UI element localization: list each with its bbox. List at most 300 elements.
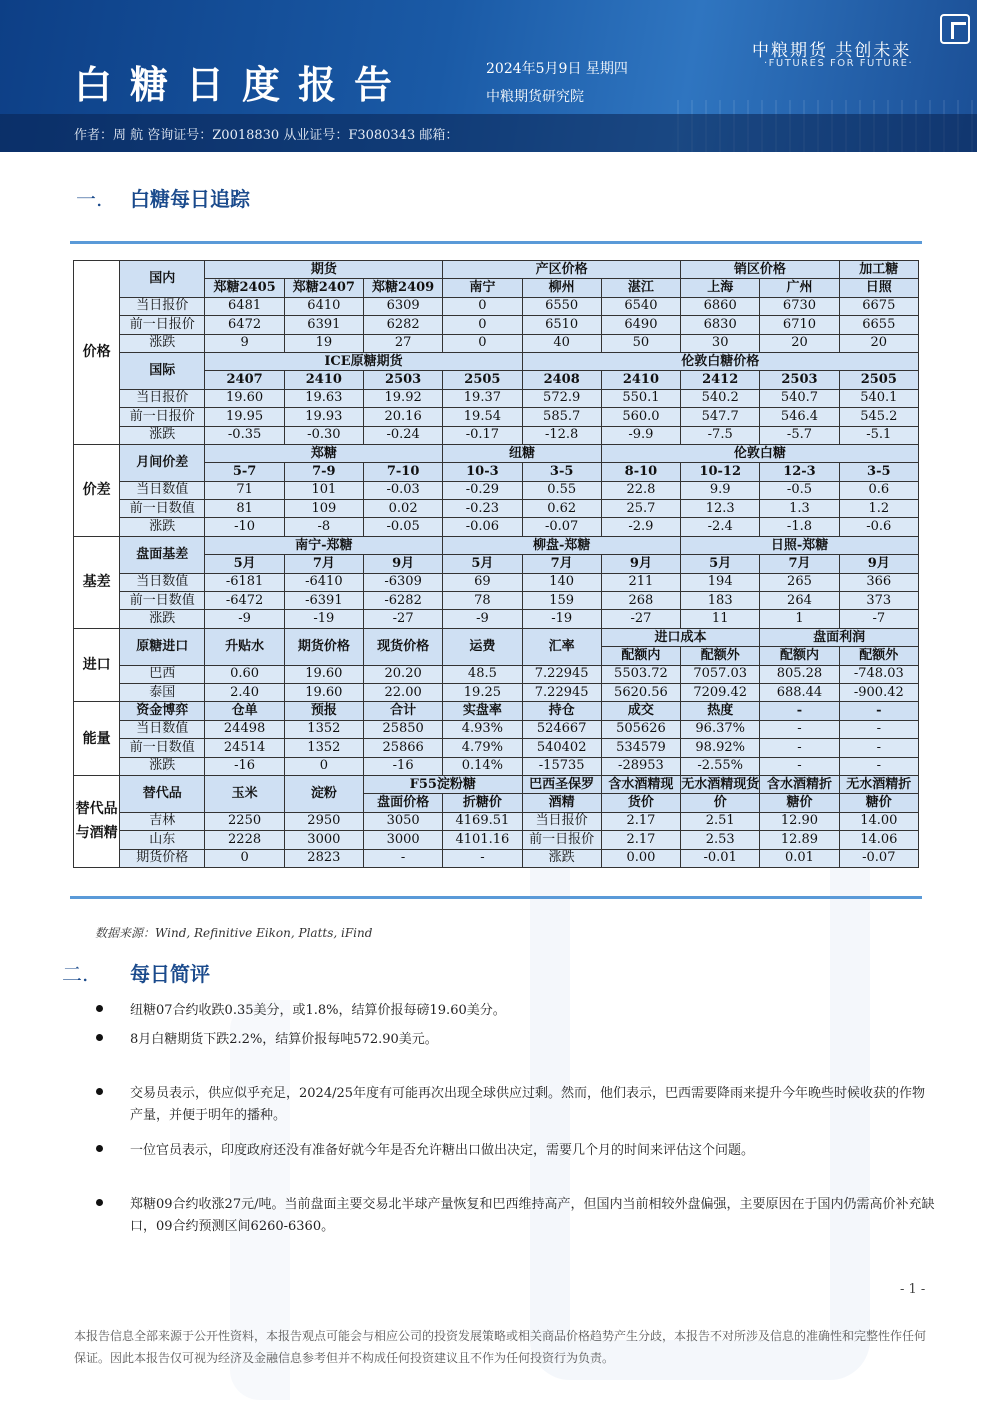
table-cell: -2.4 — [681, 518, 760, 536]
table-cell: 1352 — [284, 739, 363, 757]
table-cell: 268 — [601, 592, 680, 610]
column-header: 2503 — [760, 371, 839, 389]
report-header — [0, 0, 977, 152]
table-cell: 373 — [839, 592, 918, 610]
table-row — [74, 849, 919, 867]
group-header: 盘面基差 — [120, 536, 205, 573]
column-header: 9月 — [839, 555, 918, 573]
row-label: 涨跌 — [120, 610, 205, 628]
column-header: 期货价格 — [284, 628, 363, 665]
table-cell: -0.03 — [363, 481, 442, 499]
group-header: ICE原糖期货 — [205, 352, 522, 370]
table-cell: -748.03 — [839, 665, 918, 683]
column-header: 5-7 — [205, 463, 284, 481]
row-label: 前一日数值 — [120, 592, 205, 610]
table-cell: 5503.72 — [601, 665, 680, 683]
table-row — [74, 812, 919, 830]
column-header: 郑糖2409 — [363, 279, 442, 297]
group-header: 月间价差 — [120, 444, 205, 481]
column-header: 5月 — [205, 555, 284, 573]
table-cell: 540.1 — [839, 389, 918, 407]
table-cell: 19.92 — [363, 389, 442, 407]
table-cell: 2.51 — [681, 812, 760, 830]
table-cell: 366 — [839, 573, 918, 591]
group-header: 伦敦白糖价格 — [522, 352, 918, 370]
row-label: 涨跌 — [522, 849, 601, 867]
table-cell: -5.7 — [760, 426, 839, 444]
table-cell: 0.62 — [522, 500, 601, 518]
table-cell: 6710 — [760, 316, 839, 334]
table-cell: 20 — [839, 334, 918, 352]
table-cell: 81 — [205, 500, 284, 518]
table-row — [74, 334, 919, 352]
row-label: 当日报价 — [522, 812, 601, 830]
table-cell: 2950 — [284, 812, 363, 830]
column-header: 2505 — [443, 371, 522, 389]
column-header: 5月 — [443, 555, 522, 573]
row-label: 期货价格 — [120, 849, 205, 867]
group-header: F55淀粉糖 — [363, 775, 522, 793]
table-cell: -16 — [205, 757, 284, 775]
column-header: 2410 — [284, 371, 363, 389]
column-header: 配额外 — [839, 647, 918, 665]
table-cell: 69 — [443, 573, 522, 591]
table-cell: 0 — [443, 334, 522, 352]
table-cell: 6550 — [522, 297, 601, 315]
column-header: 糖价 — [760, 794, 839, 812]
table-cell: 14.06 — [839, 831, 918, 849]
table-cell: -2.9 — [601, 518, 680, 536]
table-cell: 2250 — [205, 812, 284, 830]
table-cell: -0.01 — [681, 849, 760, 867]
table-cell: 540.7 — [760, 389, 839, 407]
bullet-icon — [96, 1199, 103, 1206]
column-header: 预报 — [284, 702, 363, 720]
table-cell: 2823 — [284, 849, 363, 867]
table-cell: -0.5 — [760, 481, 839, 499]
column-header: 7月 — [522, 555, 601, 573]
author-line: 作者：周 航 咨询证号：Z0018830 从业证号：F3080343 邮箱： — [74, 128, 459, 143]
table-cell: - — [839, 739, 918, 757]
table-cell: 547.7 — [681, 408, 760, 426]
column-header: 3-5 — [522, 463, 601, 481]
row-label: 前一日报价 — [120, 408, 205, 426]
table-row — [74, 518, 919, 536]
table-cell: 6655 — [839, 316, 918, 334]
table-cell: - — [760, 739, 839, 757]
page-number: - 1 - — [900, 1282, 926, 1297]
table-row — [74, 683, 919, 701]
comment-item: 郑糖09合约收涨27元/吨。当前盘面主要交易北半球产量恢复和巴西维持高产，但国内当前相较外盘偏强，主要原因在于国内仍需高价补充缺口，09合约预测区间6260-6360。 — [96, 1194, 936, 1238]
table-cell: -6282 — [363, 592, 442, 610]
column-header: 9月 — [363, 555, 442, 573]
table-cell: 12.90 — [760, 812, 839, 830]
column-header: 2407 — [205, 371, 284, 389]
table-cell: 524667 — [522, 720, 601, 738]
column-header: 升贴水 — [205, 628, 284, 665]
table-cell: 159 — [522, 592, 601, 610]
column-header: 10-12 — [681, 463, 760, 481]
column-header: 郑糖2405 — [205, 279, 284, 297]
table-cell: -6410 — [284, 573, 363, 591]
column-header: 2412 — [681, 371, 760, 389]
table-cell: 50 — [601, 334, 680, 352]
table-cell: -10 — [205, 518, 284, 536]
table-cell: 2.53 — [681, 831, 760, 849]
group-header: 原糖进口 — [120, 628, 205, 665]
table-cell: -0.30 — [284, 426, 363, 444]
table-cell: 0.14% — [443, 757, 522, 775]
table-cell: 6860 — [681, 297, 760, 315]
table-row — [74, 720, 919, 738]
table-cell: -6309 — [363, 573, 442, 591]
table-cell: 48.5 — [443, 665, 522, 683]
table-cell: 6510 — [522, 316, 601, 334]
row-label: 山东 — [120, 831, 205, 849]
table-cell: 140 — [522, 573, 601, 591]
table-cell: -0.35 — [205, 426, 284, 444]
table-cell: -9.9 — [601, 426, 680, 444]
table-cell: -0.29 — [443, 481, 522, 499]
row-label: 当日报价 — [120, 297, 205, 315]
table-cell: 19.95 — [205, 408, 284, 426]
row-label: 当日数值 — [120, 481, 205, 499]
table-cell: 30 — [681, 334, 760, 352]
column-header: 糖价 — [839, 794, 918, 812]
table-cell: 24498 — [205, 720, 284, 738]
table-cell: 3000 — [284, 831, 363, 849]
sugar-data-table — [73, 260, 919, 868]
table-cell: 71 — [205, 481, 284, 499]
group-header: 南宁-郑糖 — [205, 536, 443, 554]
column-header: 运费 — [443, 628, 522, 665]
table-cell: 6490 — [601, 316, 680, 334]
table-cell: 3000 — [363, 831, 442, 849]
comment-item: 交易员表示，供应似乎充足，2024/25年度有可能再次出现全球供应过剩。然而，他们表示，巴西需要降雨来提升今年晚些时候收获的作物产量，并便于明年的播种。 — [96, 1083, 936, 1127]
column-header: 价 — [681, 794, 760, 812]
brand-tagline: ·FUTURES FOR FUTURE· — [764, 58, 914, 69]
table-cell: 78 — [443, 592, 522, 610]
table-cell: 20.20 — [363, 665, 442, 683]
column-header: 巴西圣保罗 — [522, 775, 601, 793]
group-header: 进口成本 — [601, 628, 760, 646]
section-title: 每日简评 — [130, 962, 210, 986]
column-header: - — [760, 702, 839, 720]
bullet-icon — [96, 1088, 103, 1095]
column-header: 玉米 — [205, 775, 284, 812]
table-cell: -6472 — [205, 592, 284, 610]
table-cell: 1.3 — [760, 500, 839, 518]
table-cell: 265 — [760, 573, 839, 591]
table-cell: 550.1 — [601, 389, 680, 407]
column-header: 3-5 — [839, 463, 918, 481]
column-header: 酒精 — [522, 794, 601, 812]
row-label: 涨跌 — [120, 757, 205, 775]
table-cell: 3050 — [363, 812, 442, 830]
column-header: 合计 — [363, 702, 442, 720]
column-header: 配额内 — [601, 647, 680, 665]
column-header: 12-3 — [760, 463, 839, 481]
column-header: 10-3 — [443, 463, 522, 481]
table-cell: 22.8 — [601, 481, 680, 499]
section-title: 白糖每日追踪 — [130, 187, 250, 211]
table-cell: 25.7 — [601, 500, 680, 518]
table-cell: 2.17 — [601, 831, 680, 849]
row-label: 当日数值 — [120, 573, 205, 591]
table-cell: 534579 — [601, 739, 680, 757]
table-cell: 194 — [681, 573, 760, 591]
table-cell: -9 — [205, 610, 284, 628]
table-cell: 545.2 — [839, 408, 918, 426]
category-label: 进口 — [74, 628, 120, 702]
column-header: 货价 — [601, 794, 680, 812]
group-header: 产区价格 — [443, 261, 681, 279]
table-cell: 19.60 — [205, 389, 284, 407]
section-number: 二. — [62, 962, 89, 986]
table-cell: 12.3 — [681, 500, 760, 518]
column-header: 无水酒精折 — [839, 775, 918, 793]
column-header: 柳州 — [522, 279, 601, 297]
group-header: 柳盘-郑糖 — [443, 536, 681, 554]
table-cell: 9.9 — [681, 481, 760, 499]
table-cell: 27 — [363, 334, 442, 352]
table-cell: 6675 — [839, 297, 918, 315]
table-cell: 4101.16 — [443, 831, 522, 849]
table-cell: -900.42 — [839, 683, 918, 701]
report-title: 白糖日度报告 — [74, 62, 411, 107]
category-label: 价格 — [74, 261, 120, 445]
table-cell: 6391 — [284, 316, 363, 334]
table-cell: 19.37 — [443, 389, 522, 407]
table-cell: 12.89 — [760, 831, 839, 849]
table-cell: 5620.56 — [601, 683, 680, 701]
column-header: 盘面价格 — [363, 794, 442, 812]
table-cell: -0.24 — [363, 426, 442, 444]
column-header: 无水酒精现货 — [681, 775, 760, 793]
table-cell: 4.93% — [443, 720, 522, 738]
column-header: 折糖价 — [443, 794, 522, 812]
table-cell: 24514 — [205, 739, 284, 757]
table-row — [74, 831, 919, 849]
table-cell: 22.00 — [363, 683, 442, 701]
table-cell: -6181 — [205, 573, 284, 591]
table-row — [74, 573, 919, 591]
table-row — [74, 408, 919, 426]
table-cell: -15735 — [522, 757, 601, 775]
table-cell: -0.6 — [839, 518, 918, 536]
column-header: 仓单 — [205, 702, 284, 720]
table-cell: 1 — [760, 610, 839, 628]
header-row — [74, 702, 919, 720]
table-cell: -16 — [363, 757, 442, 775]
table-cell: 0.60 — [205, 665, 284, 683]
group-header: 郑糖 — [205, 444, 443, 462]
table-cell: 6481 — [205, 297, 284, 315]
table-cell: 7.22945 — [522, 683, 601, 701]
column-header: 5月 — [681, 555, 760, 573]
table-cell: 0 — [284, 757, 363, 775]
table-cell: 25866 — [363, 739, 442, 757]
row-label: 前一日报价 — [120, 316, 205, 334]
column-header: 配额外 — [681, 647, 760, 665]
disclaimer: 本报告信息全部来源于公开性资料，本报告观点可能会与相应公司的投资发展策略或相关商品价格趋势产生分歧，本报告不对所涉及信息的准确性和完整性作任何保证。因此本报告仅可视为经济及金融信息参考但并不构成任何投资建议且不作为任何投资行为负责。 — [74, 1329, 927, 1365]
table-cell: -0.23 — [443, 500, 522, 518]
column-header: 实盘率 — [443, 702, 522, 720]
table-cell: -5.1 — [839, 426, 918, 444]
table-cell: 2.17 — [601, 812, 680, 830]
column-header: 含水酒精现 — [601, 775, 680, 793]
table-cell: 96.37% — [681, 720, 760, 738]
table-cell: 6472 — [205, 316, 284, 334]
table-cell: -8 — [284, 518, 363, 536]
table-cell: 1.2 — [839, 500, 918, 518]
table-cell: -2.55% — [681, 757, 760, 775]
table-cell: 0.00 — [601, 849, 680, 867]
table-cell: 98.92% — [681, 739, 760, 757]
brand-slogan: 中粮期货 共创未来 — [752, 41, 912, 61]
comment-item: 一位官员表示，印度政府还没有准备好就今年是否允许糖出口做出决定，需要几个月的时间来评估这个问题。 — [96, 1140, 936, 1162]
column-header: 2503 — [363, 371, 442, 389]
table-cell: - — [363, 849, 442, 867]
table-cell: 11 — [681, 610, 760, 628]
row-label: 当日报价 — [120, 389, 205, 407]
column-header: 郑糖2407 — [284, 279, 363, 297]
table-cell: 6730 — [760, 297, 839, 315]
table-cell: 19.54 — [443, 408, 522, 426]
category-label: 替代品与酒精 — [74, 775, 120, 867]
group-header: 加工糖 — [839, 261, 918, 279]
column-header: 热度 — [681, 702, 760, 720]
column-header: 上海 — [681, 279, 760, 297]
table-cell: 0.01 — [760, 849, 839, 867]
column-header: 8-10 — [601, 463, 680, 481]
group-header: 替代品 — [120, 775, 205, 812]
table-cell: -12.8 — [522, 426, 601, 444]
row-label: 巴西 — [120, 665, 205, 683]
column-header: 广州 — [760, 279, 839, 297]
section-divider — [70, 241, 922, 244]
report-date: 2024年5月9日 星期四 — [486, 61, 628, 77]
table-row — [74, 297, 919, 315]
table-cell: -0.05 — [363, 518, 442, 536]
row-label: 当日数值 — [120, 720, 205, 738]
header-row — [74, 536, 919, 554]
column-header: 现货价格 — [363, 628, 442, 665]
table-cell: - — [760, 720, 839, 738]
column-header: - — [839, 702, 918, 720]
table-cell: 505626 — [601, 720, 680, 738]
category-label: 价差 — [74, 444, 120, 536]
table-cell: 6309 — [363, 297, 442, 315]
table-cell: 4169.51 — [443, 812, 522, 830]
row-label: 涨跌 — [120, 518, 205, 536]
column-header: 含水酒精折 — [760, 775, 839, 793]
table-cell: 7.22945 — [522, 665, 601, 683]
table-cell: - — [443, 849, 522, 867]
bullet-icon — [96, 1145, 103, 1152]
table-cell: - — [839, 720, 918, 738]
table-cell: 211 — [601, 573, 680, 591]
table-cell: 0.02 — [363, 500, 442, 518]
table-cell: -0.07 — [522, 518, 601, 536]
table-cell: 4.79% — [443, 739, 522, 757]
table-cell: 585.7 — [522, 408, 601, 426]
table-cell: -9 — [443, 610, 522, 628]
group-header: 销区价格 — [681, 261, 840, 279]
column-header: 7-9 — [284, 463, 363, 481]
header-row — [74, 628, 919, 646]
table-cell: 2228 — [205, 831, 284, 849]
category-label: 能量 — [74, 702, 120, 776]
table-cell: 7209.42 — [681, 683, 760, 701]
table-cell: 0 — [443, 316, 522, 334]
comment-item: 8月白糖期货下跌2.2%，结算价报每吨572.90美元。 — [96, 1029, 936, 1051]
header-row — [74, 261, 919, 279]
table-cell: 101 — [284, 481, 363, 499]
column-header: 9月 — [601, 555, 680, 573]
report-institute: 中粮期货研究院 — [486, 89, 584, 105]
table-cell: -6391 — [284, 592, 363, 610]
table-cell: - — [760, 757, 839, 775]
table-cell: 2.40 — [205, 683, 284, 701]
column-header: 持仓 — [522, 702, 601, 720]
table-cell: -19 — [522, 610, 601, 628]
table-cell: -27 — [601, 610, 680, 628]
header-row — [74, 775, 919, 793]
column-header: 2410 — [601, 371, 680, 389]
bullet-icon — [96, 1005, 103, 1012]
table-cell: 6830 — [681, 316, 760, 334]
table-cell: 560.0 — [601, 408, 680, 426]
row-label: 吉林 — [120, 812, 205, 830]
column-header: 7月 — [760, 555, 839, 573]
column-header: 湛江 — [601, 279, 680, 297]
column-header: 成交 — [601, 702, 680, 720]
header-row — [74, 444, 919, 462]
table-cell: - — [839, 757, 918, 775]
table-cell: -1.8 — [760, 518, 839, 536]
row-label: 前一日报价 — [522, 831, 601, 849]
table-cell: 0.55 — [522, 481, 601, 499]
table-cell: 572.9 — [522, 389, 601, 407]
table-cell: -7 — [839, 610, 918, 628]
table-cell: -19 — [284, 610, 363, 628]
table-cell: -28953 — [601, 757, 680, 775]
column-header: 7-10 — [363, 463, 442, 481]
table-cell: 109 — [284, 500, 363, 518]
table-cell: 6540 — [601, 297, 680, 315]
category-label: 基差 — [74, 536, 120, 628]
row-label: 泰国 — [120, 683, 205, 701]
table-cell: 19.60 — [284, 683, 363, 701]
table-cell: 20.16 — [363, 408, 442, 426]
table-cell: 19 — [284, 334, 363, 352]
table-row — [74, 426, 919, 444]
comment-item: 纽糖07合约收跌0.35美分，或1.8%，结算价报每磅19.60美分。 — [96, 1000, 936, 1022]
column-header: 配额内 — [760, 647, 839, 665]
table-cell: 19.63 — [284, 389, 363, 407]
table-cell: 1352 — [284, 720, 363, 738]
column-header: 南宁 — [443, 279, 522, 297]
table-cell: 546.4 — [760, 408, 839, 426]
table-cell: 14.00 — [839, 812, 918, 830]
table-row — [74, 665, 919, 683]
column-header: 日照 — [839, 279, 918, 297]
bullet-icon — [96, 1034, 103, 1041]
table-cell: 183 — [681, 592, 760, 610]
table-cell: -0.17 — [443, 426, 522, 444]
table-cell: 25850 — [363, 720, 442, 738]
